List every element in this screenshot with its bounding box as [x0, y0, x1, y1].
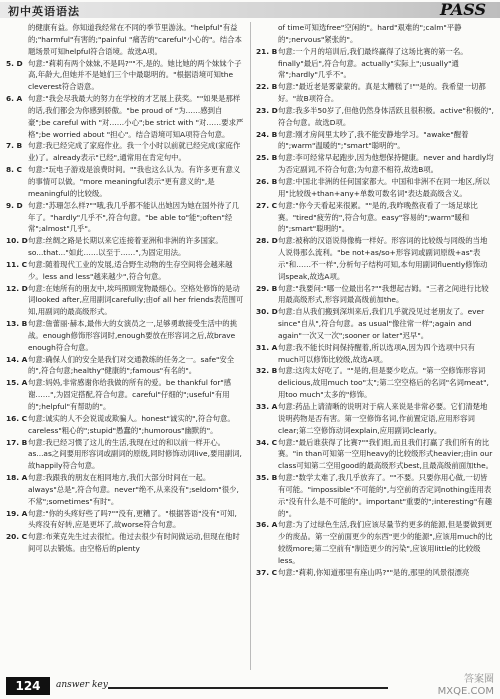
explanation-text: 句意:自从我们搬到深圳来后,我们几乎就没见过老朋友了。ever since"自从",符合句意。as usual"像往常一样";again and again"一次又一次";sooner or later"迟早"。 — [278, 307, 485, 340]
question-number — [256, 519, 277, 531]
question-index: 37. — [256, 567, 270, 577]
explanation-text: 句意:"你的头疼好些了吗?""没有,更糟了。"根据答语"没有"可知,头疼没有好转,应是更坏了,故worse符合句意。 — [28, 508, 237, 530]
question-number — [6, 200, 23, 212]
answer-entry — [6, 437, 244, 473]
question-number — [6, 508, 27, 520]
answer-entry — [6, 93, 244, 140]
explanation-text: 句意:确保人们的安全是我们对交通教练的任务之一。safe"安全的",符合句意;healthy"健康的";famous"有名的"。 — [28, 354, 235, 376]
footer-rule — [108, 687, 388, 689]
explanation-text: 句意:妈妈,非常感谢你给我做的所有的爱。be thankful for"感谢……",为固定搭配,符合句意。careful"仔细的";useful"有用的";helpful"有帮助的"。 — [28, 378, 232, 411]
answer-letter: A — [271, 402, 278, 411]
question-number — [6, 437, 27, 449]
answer-letter: D — [16, 200, 23, 210]
explanation-text: 句意:我多半50岁了,但他仍然身体活跃且很积极。active"积极的",符合句意。故选D项。 — [278, 105, 494, 127]
answer-letter: C — [271, 437, 278, 447]
answer-entry — [6, 200, 244, 236]
answer-letter: D — [271, 236, 278, 246]
answer-entry — [256, 342, 494, 366]
question-index: 21. — [256, 46, 270, 56]
answer-entry — [6, 259, 244, 283]
explanation-text: 句意:"最近老是雾蒙蒙的。真是太糟糕了!""是的。我希望一切都好。"故B项符合。 — [278, 82, 486, 104]
question-index: 36. — [256, 520, 270, 530]
question-index: 34. — [256, 437, 270, 447]
explanation-text: 句意:中国北非洲的任何国家都大。中国和非洲不在同一地区,所以用"比较级+than+any+单数可数名词"表达最高级含义。 — [278, 176, 490, 198]
question-index: 30. — [256, 307, 270, 317]
question-number — [256, 152, 277, 164]
pass-logo: PASS — [439, 0, 486, 19]
answer-letter: B — [271, 176, 278, 186]
explanation-text: 句意:一个月的培训后,我们最终赢得了这场比赛的第一名。finally"最后",符合句意。actually"实际上";usually"通常";hardly"几乎不"。 — [278, 46, 468, 80]
answer-entry — [6, 283, 244, 319]
question-number — [6, 235, 28, 247]
question-number — [6, 413, 27, 425]
question-number — [6, 318, 27, 330]
answer-letter: D — [21, 236, 28, 246]
question-index: 11. — [6, 259, 20, 269]
question-number — [256, 105, 278, 117]
question-number — [256, 401, 277, 413]
explanation-text: 句意:在她所有的朋友中,埃玛照顾宠物最细心。空格处修饰的是动词looked after,应用副词carefully;由of all her friends表范围可知,用副词的最高级形式。 — [28, 283, 244, 317]
explanation-text: 句意:"苏珊怎么样?""哦,我几乎都不能认出她因为她在国外待了几年了。"hardly"几乎不",符合句意。"be able to"能";often"经常";almost"几乎"。 — [28, 200, 240, 234]
answer-letter: C — [16, 165, 22, 175]
explanation-text: 句意:"莉莉有两个妹妹,不是吗?""不,是的。她比她的两个妹妹个子高,年龄大,但她并不是她们三个中最聪明的。"根据语境可知the cleverest符合语意。 — [28, 58, 242, 92]
answer-entry — [256, 472, 494, 519]
question-number — [6, 354, 27, 366]
explanation-text: 句意:布莱克先生过去很忙。他过去很少有时间做运动,但现在他时间可以去锻炼。由空格后的plenty — [28, 532, 240, 554]
answer-entry — [256, 200, 494, 236]
answer-letter: A — [271, 342, 278, 352]
explanation-text: 句意:詹蕾丽·赫本,最伟大的女演员之一,足够勇敢接受生活中的挑战。enough修饰形容词时,enough要放在形容词之后,故brave enough符合句意。 — [28, 319, 238, 352]
answer-letter: D — [271, 307, 278, 317]
explanation-text: 句意:这肉太好吃了。""是的,但是要少吃点。"第一空修饰形容词delicious,故用much too"太";第二空空格后的名词"名词meat",用too much"太多的"修饰。 — [278, 366, 489, 400]
explanation-text: 句意:"我要问:"哪一位最出名?""我想起吉姆。"三者之间进行比较用最高级形式,形容词最高级前加the。 — [278, 283, 489, 305]
answer-entry — [6, 235, 244, 259]
question-index: 6. — [6, 94, 14, 104]
question-index: 31. — [256, 342, 270, 352]
question-number — [6, 472, 27, 484]
answer-letter: B — [21, 437, 28, 447]
explanation-text: 句意:"我会尽我最大的努力在学校的才艺展上获奖。""如果是那样的话,我们都会为你感到骄傲。"be proud of "为……感到自豪";be careful with "对……小心";be strict with "对……要求严格";be worried about "担心"。结合语境可知A项符合句意。 — [28, 94, 244, 139]
continued-text: 的健康有益。你知道我经常在不同的季节里游泳。"helpful"有益的;"harmful"有害的;"painful "痛苦的"careful"小心的"。结合本题场景可知helpful符合语境。故选A项。 — [28, 23, 242, 56]
answer-entry — [256, 81, 494, 105]
answer-entry — [256, 235, 494, 282]
question-number — [6, 377, 27, 389]
question-number — [6, 93, 22, 105]
question-index: 29. — [256, 283, 270, 293]
explanation-text: 句意:我已经完成了家庭作业。我一个小时以前就已经完成(家庭作业)了。already表示"已经",通常用在肯定句中。 — [28, 141, 241, 163]
answer-entry — [256, 519, 494, 566]
question-number — [6, 259, 27, 271]
question-number — [256, 306, 278, 318]
question-index: 9. — [6, 200, 14, 210]
watermark-line1: 答案圈 — [464, 674, 494, 685]
answer-letter: A — [21, 508, 28, 518]
answer-letter: C — [271, 567, 278, 577]
question-index: 5. — [6, 58, 14, 68]
answer-entry — [6, 140, 244, 164]
answer-entry — [256, 129, 494, 153]
question-number — [256, 283, 277, 295]
answer-letter: B — [271, 46, 278, 56]
book-title: 初中英语语法 — [8, 5, 80, 18]
question-index: 7. — [6, 141, 14, 151]
answer-letter: B — [21, 319, 28, 329]
answer-entry — [256, 46, 494, 82]
answer-columns — [6, 22, 494, 670]
explanation-text: 句意:我不能长时间保持醒着,所以选项A,因为四个选项中只有much可以修饰比较级,故选A项。 — [278, 342, 476, 364]
question-number — [6, 531, 27, 543]
explanation-text: 句意:诚实的人不会说谎或欺骗人。honest"诚实的",符合句意。careless"粗心的";stupid"愚蠢的";humorous"幽默的"。 — [28, 413, 235, 435]
explanation-text: 句意:丝绸之路是长期以来它连接着亚洲和非洲的许多国家。so...that..."如此……以至于……",为固定用法。 — [28, 236, 223, 258]
question-number — [6, 58, 23, 70]
question-index: 25. — [256, 153, 270, 163]
continued-text: of time可知选free"空闲的"。hard"艰难的";calm"平静的";nervous"紧张的"。 — [278, 23, 462, 44]
answer-letter: B — [271, 153, 278, 163]
explanation-text: 句意:"最后谁获得了比赛?""我们组,而且我们打赢了我们所有的比赛。"in than可知第一空用heavy的比较级形式heavier;由in our class可知第二空用good的最高级形式best,且最高级前面加the。 — [278, 437, 494, 471]
watermark-line2: MXQE.COM — [437, 685, 494, 697]
question-index: 35. — [256, 473, 270, 483]
question-index: 23. — [256, 105, 270, 115]
question-index: 32. — [256, 366, 270, 376]
question-number — [6, 283, 28, 295]
question-number — [256, 46, 277, 58]
question-number — [256, 365, 277, 377]
answer-entry — [6, 377, 244, 413]
question-index: 27. — [256, 200, 270, 210]
question-index: 20. — [6, 532, 20, 542]
answer-letter: D — [16, 58, 23, 68]
question-number — [256, 437, 277, 449]
answer-entry — [6, 164, 244, 200]
answer-letter: B — [271, 129, 278, 139]
answer-letter: B — [271, 283, 278, 293]
answer-entry — [256, 567, 494, 579]
explanation-text: 句意:"数学太难了,我几乎放弃了。""不要。只要你用心做,一切皆有可能。"impossible"不可能的",与空前的否定词nothing连用表示"没有什么是不可能的"。important"重要的";interesting"有趣的"。 — [278, 473, 493, 518]
answer-entry — [256, 437, 494, 473]
answer-key-label: answer key — [56, 680, 108, 690]
question-number — [256, 129, 277, 141]
question-index: 26. — [256, 176, 270, 186]
answer-entry — [6, 531, 244, 555]
question-number — [256, 342, 277, 354]
page-header — [0, 0, 500, 22]
answer-entry — [256, 365, 494, 401]
explanation-text: 句意:随着现代工业的发展,适合野生动物的生存空间将会越来越少。less and less"越来越少",符合句意。 — [28, 259, 233, 281]
answer-letter: C — [271, 200, 278, 210]
explanation-text: 句意:我跟我的朋友在相同地方,我们大部分时间在一起。always"总是",符合句意。never"绝不,从来没有";seldom"很少,不常";sometimes"有时"。 — [28, 473, 239, 506]
explanation-text: 句意:"你今天看起来很累。""是的,我昨晚熬夜看了一场足球比赛。"tired"疲劳的",符合句意。easy"容易的";warm"暖和的";smart"聪明的"。 — [278, 200, 478, 234]
explanation-text: 句意:刚才房间里太吵了,我不能安静地学习。"awake"醒着的";warm"温暖的";"smart"聪明的"。 — [278, 129, 469, 151]
answer-entry — [6, 318, 244, 354]
answer-entry — [6, 508, 244, 532]
question-index: 16. — [6, 413, 20, 423]
answer-entry — [256, 306, 494, 342]
answer-entry — [6, 413, 244, 437]
answer-letter: D — [21, 283, 28, 293]
question-index: 12. — [6, 283, 20, 293]
question-index: 19. — [6, 508, 20, 518]
answer-entry — [256, 152, 494, 176]
question-index: 15. — [6, 378, 20, 388]
question-index: 14. — [6, 354, 20, 364]
right-column — [256, 22, 494, 579]
question-index: 8. — [6, 165, 14, 175]
question-number — [256, 81, 277, 93]
explanation-text: 句意:我已经习惯了这儿的生活,我现在过的和以前一样开心。as...as之间要用形容词或副词的原级,同时修饰动词live,要用副词,故happily符合句意。 — [28, 437, 242, 471]
question-number — [6, 164, 22, 176]
question-index: 33. — [256, 402, 270, 411]
answer-entry — [256, 283, 494, 307]
answer-letter: C — [21, 532, 28, 542]
question-index: 24. — [256, 129, 270, 139]
question-number — [6, 140, 22, 152]
answer-letter: B — [271, 82, 278, 92]
question-index: 10. — [6, 236, 20, 246]
answer-letter: C — [21, 259, 28, 269]
left-column — [6, 22, 244, 555]
answer-entry — [256, 176, 494, 200]
explanation-text: 句意:李可经常早起跑步,因为他想保持健康。never and hardly均为否定副词,不符合句意;为句意不相符,故选B项。 — [278, 153, 494, 175]
answer-letter: B — [271, 473, 278, 483]
answer-letter: A — [16, 94, 23, 104]
question-number — [256, 472, 277, 484]
question-index: 18. — [6, 473, 20, 483]
answer-letter: A — [271, 520, 278, 530]
question-index: 13. — [6, 319, 20, 329]
page-number: 124 — [6, 677, 50, 695]
explanation-text: 句意:药品上请清晰的说明对于病人来说是非常必要。它们清楚地说明药物是否有害。第一空修饰名词,作前置定语,应用形容词clear;第二空修饰动词explain,应用副词clearly。 — [278, 402, 488, 435]
answer-letter: D — [271, 105, 278, 115]
answer-letter: B — [271, 366, 278, 376]
question-number — [256, 200, 277, 212]
question-number — [256, 176, 277, 188]
answer-letter: A — [21, 354, 28, 364]
explanation-text: 句意:被称的汉语说得像梅一样好。形容词的比较级与同级的当地人说得那么流利。"be not+as/so+形容词或副词原级+as"表示"和……不一样",分析句子结构可知,本句用副词fluently修饰动词speak,故选A项。 — [278, 236, 488, 281]
watermark — [438, 674, 494, 697]
answer-entry — [6, 354, 244, 378]
page-footer — [0, 673, 500, 699]
explanation-text: 句意:"玩电子游戏是浪费时间。""我也这么认为。有许多更有意义的事情可以做。"more meaningful表示"更有意义的",是meaningful的比较级。 — [28, 165, 241, 198]
question-index: 22. — [256, 82, 270, 92]
question-number — [256, 567, 277, 579]
answer-entry — [6, 472, 244, 508]
question-index: 28. — [256, 236, 270, 246]
question-number — [256, 235, 278, 247]
answer-entry — [256, 105, 494, 129]
answer-letter: A — [21, 473, 28, 483]
question-index: 17. — [6, 437, 20, 447]
explanation-text: 句意:为了过绿色生活,我们应该尽量节约更多的能源,但是要做到更少的废品。第一空前面更少的东西"更少的能源",应该用much的比较级more;第二空前有"制造更少的污染",应该用little的比较级less。 — [278, 520, 493, 565]
column-divider — [250, 22, 251, 670]
answer-entry — [6, 58, 244, 94]
answer-entry — [256, 401, 494, 437]
answer-letter: C — [21, 413, 28, 423]
answer-letter: B — [16, 141, 23, 151]
explanation-text: 句意:"莉莉,你知道那里有座山吗?""是的,那里的风景很漂亮 — [278, 567, 470, 577]
answer-letter: A — [21, 378, 28, 388]
